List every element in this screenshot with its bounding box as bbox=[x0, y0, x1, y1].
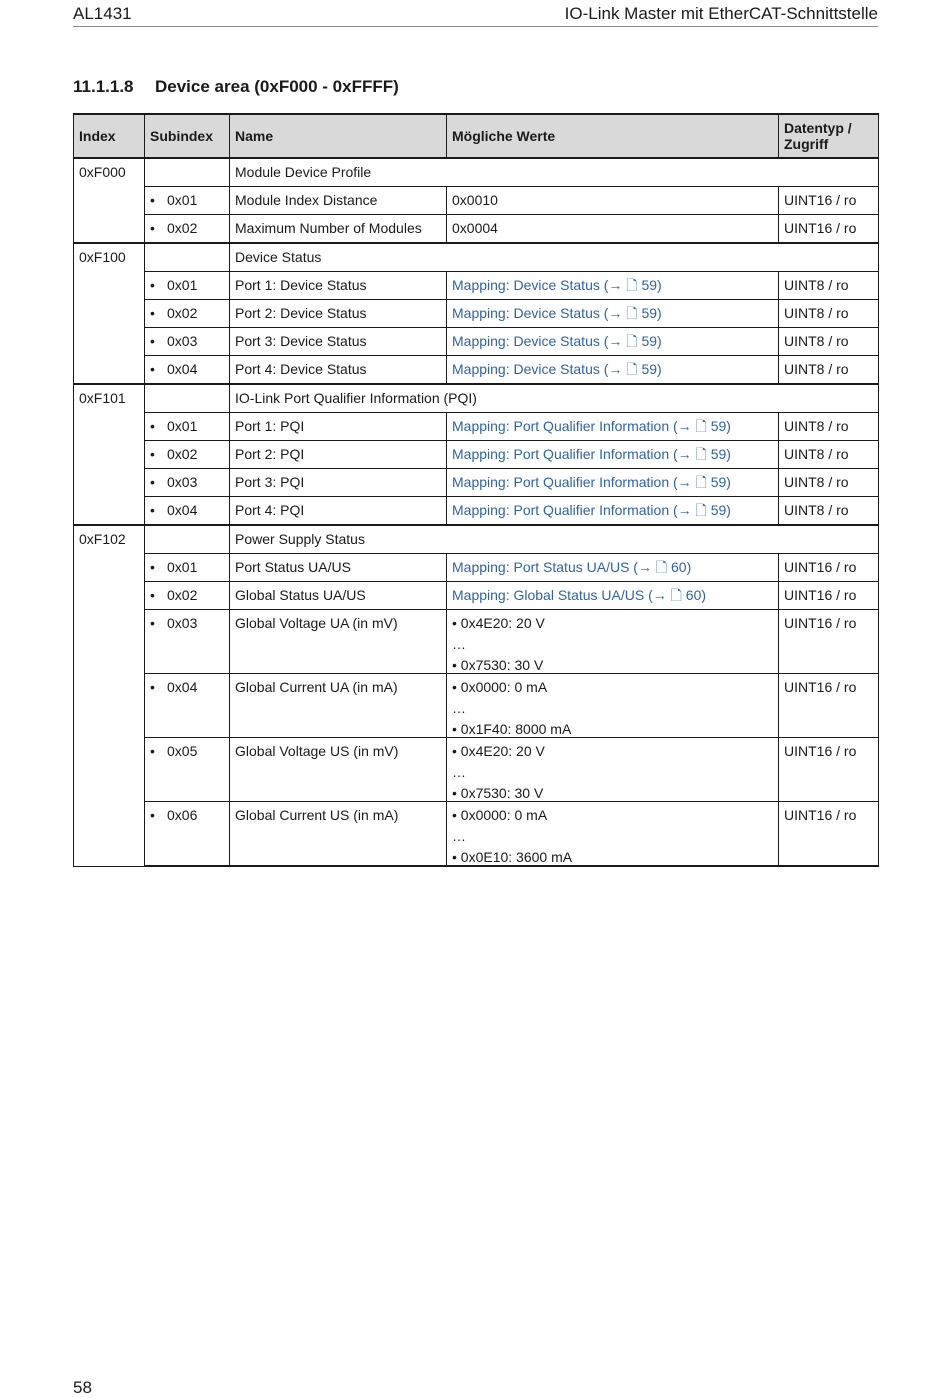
subindex-value: 0x01 bbox=[167, 192, 198, 208]
group-name-cell: Power Supply Status bbox=[230, 525, 879, 554]
subindex-value: 0x02 bbox=[167, 220, 198, 236]
values-cell bbox=[447, 674, 779, 738]
bullet-icon: • bbox=[150, 192, 155, 208]
mapping-link[interactable]: Mapping: Device Status (→ 🗋 59) bbox=[452, 361, 662, 377]
mapping-link[interactable]: Mapping: Device Status (→ 🗋 59) bbox=[452, 305, 662, 321]
name-cell: Port Status UA/US bbox=[230, 554, 447, 582]
value-list-item: • 0x0E10: 3600 mA bbox=[452, 849, 573, 865]
column-header-subindex: Subindex bbox=[145, 114, 230, 158]
name-cell: Port 1: PQI bbox=[230, 413, 447, 441]
values-cell bbox=[447, 582, 779, 610]
group-name-cell: Module Device Profile bbox=[230, 158, 879, 187]
mapping-link[interactable]: Mapping: Port Status UA/US (→ 🗋 60) bbox=[452, 559, 692, 575]
value-list-item: • 0x7530: 30 V bbox=[452, 785, 544, 801]
bullet-icon: • bbox=[150, 615, 155, 631]
values-cell bbox=[447, 272, 779, 300]
mapping-link[interactable]: Mapping: Device Status (→ 🗋 59) bbox=[452, 333, 662, 349]
subindex-cell bbox=[145, 469, 230, 497]
table-body bbox=[74, 158, 879, 866]
name-cell: Port 4: PQI bbox=[230, 497, 447, 526]
subindex-cell bbox=[145, 582, 230, 610]
datatype-cell: UINT8 / ro bbox=[779, 328, 879, 356]
bullet-icon: • bbox=[150, 807, 155, 823]
table-header-row bbox=[74, 114, 879, 158]
subindex-cell bbox=[145, 497, 230, 526]
value-list-item: • 0x0000: 0 mA bbox=[452, 807, 548, 823]
object-dictionary-table bbox=[73, 113, 879, 867]
subindex-value: 0x02 bbox=[167, 587, 198, 603]
table-row bbox=[74, 215, 879, 244]
column-header-name: Name bbox=[230, 114, 447, 158]
datatype-cell: UINT16 / ro bbox=[779, 582, 879, 610]
datatype-cell: UINT16 / ro bbox=[779, 215, 879, 244]
subindex-cell bbox=[145, 554, 230, 582]
value-list-item: • 0x4E20: 20 V bbox=[452, 743, 545, 759]
subindex-value: 0x04 bbox=[167, 502, 198, 518]
subindex-cell bbox=[145, 187, 230, 215]
table-row-group bbox=[74, 243, 879, 272]
values-cell bbox=[447, 187, 779, 215]
datatype-cell: UINT16 / ro bbox=[779, 554, 879, 582]
value-list-item: • 0x7530: 30 V bbox=[452, 657, 544, 673]
subindex-value: 0x03 bbox=[167, 333, 198, 349]
values-cell bbox=[447, 802, 779, 867]
page-number: 58 bbox=[73, 1378, 92, 1397]
subindex-value: 0x04 bbox=[167, 361, 198, 377]
table-row bbox=[74, 802, 879, 867]
table-row bbox=[74, 738, 879, 802]
subindex-value: 0x04 bbox=[167, 679, 198, 695]
name-cell: Global Voltage US (in mV) bbox=[230, 738, 447, 802]
values-cell bbox=[447, 413, 779, 441]
subindex-cell bbox=[145, 413, 230, 441]
subindex-value: 0x03 bbox=[167, 474, 198, 490]
value-list-item: … bbox=[452, 700, 466, 716]
values-cell bbox=[447, 738, 779, 802]
values-cell bbox=[447, 328, 779, 356]
table-row bbox=[74, 187, 879, 215]
subindex-value: 0x02 bbox=[167, 446, 198, 462]
bullet-icon: • bbox=[150, 277, 155, 293]
datatype-cell: UINT16 / ro bbox=[779, 738, 879, 802]
bullet-icon: • bbox=[150, 587, 155, 603]
subindex-cell-empty bbox=[145, 158, 230, 187]
table-row bbox=[74, 554, 879, 582]
datatype-cell: UINT16 / ro bbox=[779, 187, 879, 215]
datatype-cell: UINT8 / ro bbox=[779, 469, 879, 497]
index-cell: 0xF102 bbox=[74, 525, 145, 866]
value-list-item: … bbox=[452, 636, 466, 652]
value-list-item: … bbox=[452, 828, 466, 844]
subindex-cell-empty bbox=[145, 384, 230, 413]
table-row bbox=[74, 610, 879, 674]
bullet-icon: • bbox=[150, 502, 155, 518]
subindex-value: 0x03 bbox=[167, 615, 198, 631]
datatype-cell: UINT8 / ro bbox=[779, 497, 879, 526]
subindex-value: 0x05 bbox=[167, 743, 198, 759]
subindex-cell bbox=[145, 802, 230, 867]
subindex-value: 0x01 bbox=[167, 559, 198, 575]
name-cell: Port 2: Device Status bbox=[230, 300, 447, 328]
datatype-cell: UINT16 / ro bbox=[779, 802, 879, 867]
table-row bbox=[74, 356, 879, 385]
datatype-cell: UINT16 / ro bbox=[779, 674, 879, 738]
section-heading bbox=[73, 77, 399, 97]
values-cell bbox=[447, 469, 779, 497]
values-cell bbox=[447, 610, 779, 674]
subindex-value: 0x02 bbox=[167, 305, 198, 321]
table-row-group bbox=[74, 525, 879, 554]
datatype-cell: UINT16 / ro bbox=[779, 610, 879, 674]
mapping-link[interactable]: Mapping: Port Qualifier Information (→ 🗋 59) bbox=[452, 418, 731, 434]
value-list-item: … bbox=[452, 764, 466, 780]
name-cell: Port 3: PQI bbox=[230, 469, 447, 497]
table-row bbox=[74, 413, 879, 441]
name-cell: Global Status UA/US bbox=[230, 582, 447, 610]
bullet-icon: • bbox=[150, 418, 155, 434]
bullet-icon: • bbox=[150, 361, 155, 377]
subindex-cell bbox=[145, 215, 230, 244]
value-list-item: • 0x1F40: 8000 mA bbox=[452, 721, 572, 737]
index-cell: 0xF000 bbox=[74, 158, 145, 243]
name-cell: Port 1: Device Status bbox=[230, 272, 447, 300]
table-row bbox=[74, 469, 879, 497]
datatype-cell: UINT8 / ro bbox=[779, 356, 879, 385]
index-cell: 0xF101 bbox=[74, 384, 145, 525]
bullet-icon: • bbox=[150, 446, 155, 462]
bullet-icon: • bbox=[150, 679, 155, 695]
mapping-link[interactable]: Mapping: Port Qualifier Information (→ 🗋 59) bbox=[452, 474, 731, 490]
table-row bbox=[74, 441, 879, 469]
subindex-value: 0x01 bbox=[167, 418, 198, 434]
values-cell bbox=[447, 300, 779, 328]
name-cell: Global Current UA (in mA) bbox=[230, 674, 447, 738]
subindex-cell bbox=[145, 674, 230, 738]
column-header-datatype: Datentyp / Zugriff bbox=[779, 114, 879, 158]
table-row-group bbox=[74, 158, 879, 187]
page-header bbox=[73, 4, 878, 27]
subindex-cell bbox=[145, 328, 230, 356]
index-cell: 0xF100 bbox=[74, 243, 145, 384]
value-list-item: • 0x0000: 0 mA bbox=[452, 679, 548, 695]
table-row bbox=[74, 497, 879, 526]
group-name-cell: Device Status bbox=[230, 243, 879, 272]
column-header-index: Index bbox=[74, 114, 145, 158]
bullet-icon: • bbox=[150, 559, 155, 575]
subindex-value: 0x06 bbox=[167, 807, 198, 823]
mapping-link[interactable]: Mapping: Global Status UA/US (→ 🗋 60) bbox=[452, 587, 707, 603]
name-cell: Module Index Distance bbox=[230, 187, 447, 215]
subindex-value: 0x01 bbox=[167, 277, 198, 293]
name-cell: Maximum Number of Modules bbox=[230, 215, 447, 244]
table-row bbox=[74, 300, 879, 328]
document-id: AL1431 bbox=[73, 4, 132, 23]
subindex-cell-empty bbox=[145, 243, 230, 272]
section-number: 11.1.1.8 bbox=[73, 77, 134, 96]
column-header-values: Mögliche Werte bbox=[447, 114, 779, 158]
table-row bbox=[74, 674, 879, 738]
value-text: 0x0010 bbox=[452, 192, 498, 208]
subindex-cell bbox=[145, 272, 230, 300]
values-cell bbox=[447, 215, 779, 244]
document-title: IO-Link Master mit EtherCAT-Schnittstelle bbox=[564, 4, 878, 23]
name-cell: Port 4: Device Status bbox=[230, 356, 447, 385]
values-cell bbox=[447, 441, 779, 469]
bullet-icon: • bbox=[150, 220, 155, 236]
subindex-cell bbox=[145, 738, 230, 802]
subindex-cell bbox=[145, 356, 230, 385]
values-cell bbox=[447, 356, 779, 385]
datatype-cell: UINT8 / ro bbox=[779, 300, 879, 328]
mapping-link[interactable]: Mapping: Port Qualifier Information (→ 🗋 59) bbox=[452, 502, 731, 518]
datatype-cell: UINT8 / ro bbox=[779, 441, 879, 469]
mapping-link[interactable]: Mapping: Port Qualifier Information (→ 🗋 59) bbox=[452, 446, 731, 462]
bullet-icon: • bbox=[150, 743, 155, 759]
value-text: 0x0004 bbox=[452, 220, 498, 236]
values-cell bbox=[447, 554, 779, 582]
subindex-cell bbox=[145, 610, 230, 674]
name-cell: Global Voltage UA (in mV) bbox=[230, 610, 447, 674]
table-row bbox=[74, 328, 879, 356]
group-name-cell: IO-Link Port Qualifier Information (PQI) bbox=[230, 384, 879, 413]
name-cell: Port 3: Device Status bbox=[230, 328, 447, 356]
datatype-cell: UINT8 / ro bbox=[779, 413, 879, 441]
subindex-cell bbox=[145, 300, 230, 328]
table-row bbox=[74, 272, 879, 300]
section-title: Device area (0xF000 - 0xFFFF) bbox=[155, 77, 399, 96]
values-cell bbox=[447, 497, 779, 526]
subindex-cell bbox=[145, 441, 230, 469]
name-cell: Global Current US (in mA) bbox=[230, 802, 447, 867]
name-cell: Port 2: PQI bbox=[230, 441, 447, 469]
subindex-cell-empty bbox=[145, 525, 230, 554]
mapping-link[interactable]: Mapping: Device Status (→ 🗋 59) bbox=[452, 277, 662, 293]
bullet-icon: • bbox=[150, 333, 155, 349]
value-list-item: • 0x4E20: 20 V bbox=[452, 615, 545, 631]
bullet-icon: • bbox=[150, 474, 155, 490]
table-row-group bbox=[74, 384, 879, 413]
bullet-icon: • bbox=[150, 305, 155, 321]
table-row bbox=[74, 582, 879, 610]
datatype-cell: UINT8 / ro bbox=[779, 272, 879, 300]
